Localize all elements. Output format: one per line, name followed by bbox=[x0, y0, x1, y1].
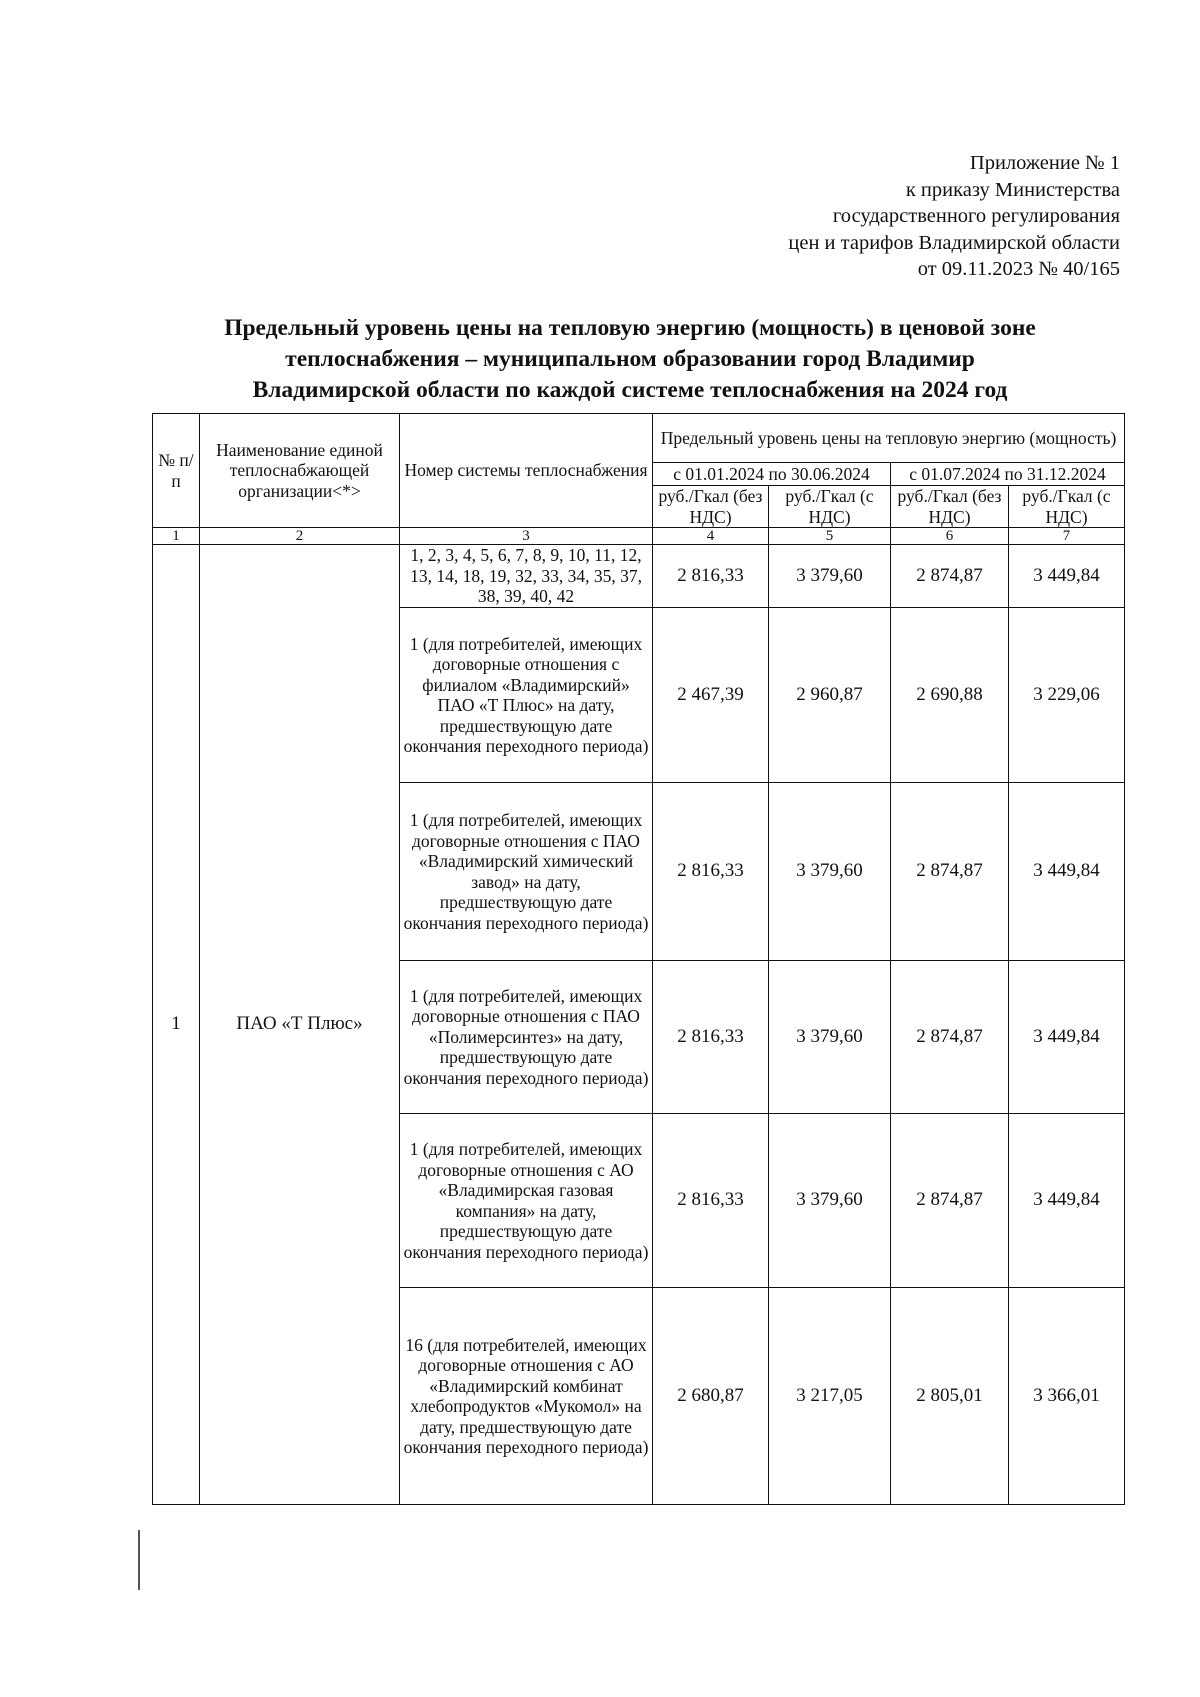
price-cell: 2 805,01 bbox=[891, 1288, 1009, 1505]
price-cell: 3 449,84 bbox=[1009, 1114, 1125, 1288]
price-cell: 2 874,87 bbox=[891, 961, 1009, 1114]
appendix-line: к приказу Министерства bbox=[905, 178, 1120, 201]
system-cell: 16 (для потребителей, имеющих договорные отношения с АО «Владимирский комбинат хлебопродуктов «Мукомол» на дату, предшествующую дате окончания переходного периода) bbox=[400, 1288, 653, 1505]
appendix-line: от 09.11.2023 № 40/165 bbox=[917, 258, 1120, 280]
price-cell: 3 217,05 bbox=[769, 1288, 891, 1505]
header-unit-no-vat-2: руб./Гкал (без НДС) bbox=[891, 486, 1009, 528]
column-number: 7 bbox=[1009, 528, 1125, 545]
column-number: 3 bbox=[400, 528, 653, 545]
price-cell: 2 690,88 bbox=[891, 608, 1009, 783]
price-cell: 3 229,06 bbox=[1009, 608, 1125, 783]
header-num: № п/п bbox=[153, 414, 200, 528]
header-period-2: с 01.07.2024 по 31.12.2024 bbox=[891, 463, 1125, 486]
price-cell: 3 366,01 bbox=[1009, 1288, 1125, 1505]
system-cell: 1 (для потребителей, имеющих договорные отношения с ПАО «Полимерсинтез» на дату, предшествующую дате окончания переходного периода) bbox=[400, 961, 653, 1114]
price-cell: 2 874,87 bbox=[891, 783, 1009, 961]
org-name: ПАО «Т Плюс» bbox=[200, 545, 400, 1505]
table-row bbox=[153, 545, 1125, 608]
price-cell: 3 449,84 bbox=[1009, 783, 1125, 961]
price-cell: 3 449,84 bbox=[1009, 961, 1125, 1114]
column-number: 2 bbox=[200, 528, 400, 545]
system-cell: 1 (для потребителей, имеющих договорные отношения с АО «Владимирская газовая компания» на дату, предшествующую дате окончания переходного периода) bbox=[400, 1114, 653, 1288]
document-title bbox=[150, 313, 1110, 406]
price-cell: 3 379,60 bbox=[769, 545, 891, 608]
title-line: Предельный уровень цены на тепловую энергию (мощность) в ценовой зоне bbox=[224, 315, 1036, 341]
title-line: Владимирской области по каждой системе теплоснабжения на 2024 год bbox=[252, 377, 1008, 403]
title-line: теплоснабжения – муниципальном образовании город Владимир bbox=[285, 346, 975, 372]
appendix-block bbox=[788, 150, 1120, 283]
system-cell: 1 (для потребителей, имеющих договорные отношения с ПАО «Владимирский химический завод» на дату, предшествующую дате окончания переходного периода) bbox=[400, 783, 653, 961]
scan-edge-line bbox=[138, 1530, 140, 1590]
column-number: 4 bbox=[653, 528, 769, 545]
header-system: Номер системы теплоснабжения bbox=[400, 414, 653, 528]
price-cell: 2 874,87 bbox=[891, 545, 1009, 608]
header-org: Наименование единой теплоснабжающей организации<*> bbox=[200, 414, 400, 528]
price-cell: 2 680,87 bbox=[653, 1288, 769, 1505]
appendix-line: цен и тарифов Владимирской области bbox=[788, 231, 1120, 254]
header-price-group: Предельный уровень цены на тепловую энергию (мощность) bbox=[653, 414, 1125, 463]
price-cell: 2 816,33 bbox=[653, 783, 769, 961]
column-number: 1 bbox=[153, 528, 200, 545]
price-cell: 3 449,84 bbox=[1009, 545, 1125, 608]
appendix-line: Приложение № 1 bbox=[969, 152, 1120, 174]
header-period-1: с 01.01.2024 по 30.06.2024 bbox=[653, 463, 891, 486]
column-number: 5 bbox=[769, 528, 891, 545]
price-cell: 2 960,87 bbox=[769, 608, 891, 783]
header-unit-vat-1: руб./Гкал (с НДС) bbox=[769, 486, 891, 528]
price-cell: 2 874,87 bbox=[891, 1114, 1009, 1288]
price-cell: 3 379,60 bbox=[769, 1114, 891, 1288]
price-cell: 3 379,60 bbox=[769, 961, 891, 1114]
appendix-line: государственного регулирования bbox=[832, 205, 1120, 227]
price-cell: 2 816,33 bbox=[653, 961, 769, 1114]
system-cell: 1, 2, 3, 4, 5, 6, 7, 8, 9, 10, 11, 12, 13, 14, 18, 19, 32, 33, 34, 35, 37, 38, 39, 40, 42 bbox=[400, 545, 653, 608]
price-table bbox=[152, 413, 1125, 1505]
price-cell: 2 816,33 bbox=[653, 545, 769, 608]
price-cell: 2 467,39 bbox=[653, 608, 769, 783]
price-cell: 3 379,60 bbox=[769, 783, 891, 961]
header-unit-no-vat-1: руб./Гкал (без НДС) bbox=[653, 486, 769, 528]
price-cell: 2 816,33 bbox=[653, 1114, 769, 1288]
system-cell: 1 (для потребителей, имеющих договорные отношения с филиалом «Владимирский» ПАО «Т Плюс» на дату, предшествующую дате окончания переходного периода) bbox=[400, 608, 653, 783]
org-number: 1 bbox=[153, 545, 200, 1505]
header-unit-vat-2: руб./Гкал (с НДС) bbox=[1009, 486, 1125, 528]
column-number: 6 bbox=[891, 528, 1009, 545]
